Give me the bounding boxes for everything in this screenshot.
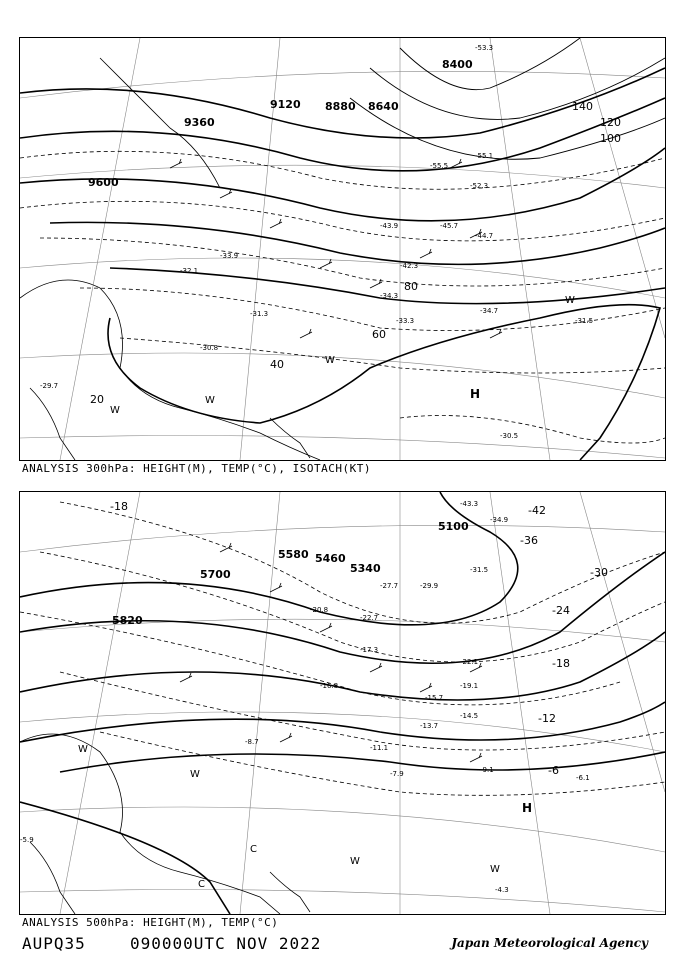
height-labels [88, 58, 473, 189]
svg-text:-32.1: -32.1 [180, 267, 199, 275]
height-label: 5580 [278, 548, 309, 561]
svg-text:-12: -12 [538, 712, 556, 725]
svg-text:-9.1: -9.1 [480, 766, 494, 774]
svg-text:-16.8: -16.8 [320, 682, 339, 690]
svg-text:-52.3: -52.3 [470, 182, 489, 190]
isotach-label: 100 [600, 132, 621, 145]
pressure-centers [522, 801, 532, 815]
isotach-label: 120 [600, 116, 621, 129]
svg-text:W: W [565, 295, 575, 306]
svg-text:W: W [490, 864, 500, 875]
svg-text:-30: -30 [590, 566, 608, 579]
svg-text:-4.3: -4.3 [495, 886, 509, 894]
svg-text:-14.5: -14.5 [460, 712, 479, 720]
svg-text:-20.8: -20.8 [310, 606, 329, 614]
svg-text:-22.7: -22.7 [360, 614, 379, 622]
svg-text:W: W [78, 744, 88, 755]
svg-text:-15.7: -15.7 [425, 694, 444, 702]
svg-text:-27.7: -27.7 [380, 582, 399, 590]
agency-name: Japan Meteorological Agency [451, 936, 648, 950]
height-label: 8400 [442, 58, 473, 71]
height-contours [20, 68, 665, 460]
svg-text:-30.8: -30.8 [200, 344, 219, 352]
svg-text:-18: -18 [110, 500, 128, 513]
svg-text:-31.3: -31.3 [250, 310, 269, 318]
svg-text:-29.7: -29.7 [40, 382, 59, 390]
svg-text:-55.5: -55.5 [430, 162, 449, 170]
svg-text:-8.7: -8.7 [245, 738, 259, 746]
isotach-label: 80 [404, 280, 418, 293]
height-label: 9120 [270, 98, 301, 111]
svg-text:-5.9: -5.9 [20, 836, 34, 844]
isotherms [20, 502, 665, 795]
height-label: 5700 [200, 568, 231, 581]
svg-text:-18: -18 [552, 657, 570, 670]
height-label: 9600 [88, 176, 119, 189]
caption-500hpa: ANALYSIS 500hPa: HEIGHT(M), TEMP(°C) [22, 916, 279, 929]
svg-text:-43.9: -43.9 [380, 222, 399, 230]
svg-text:-17.3: -17.3 [360, 646, 379, 654]
svg-text:-36: -36 [520, 534, 538, 547]
svg-text:-53.3: -53.3 [475, 44, 494, 52]
svg-text:W: W [190, 769, 200, 780]
wind-barbs [170, 159, 502, 338]
map-300hpa-svg [20, 38, 665, 460]
height-label: 5820 [112, 614, 143, 627]
svg-text:C: C [250, 844, 257, 855]
map-panel-300hpa [19, 37, 666, 461]
high-center-label: H [470, 387, 481, 401]
map-panel-500hpa [19, 491, 666, 915]
svg-text:-33.9: -33.9 [220, 252, 239, 260]
map-500hpa-svg [20, 492, 665, 914]
isotherm-labels [110, 500, 608, 777]
height-label: 5100 [438, 520, 469, 533]
height-label: 5460 [315, 552, 346, 565]
svg-text:-34.3: -34.3 [380, 292, 399, 300]
svg-text:-31.5: -31.5 [575, 317, 594, 325]
svg-text:-30.5: -30.5 [500, 432, 519, 440]
isotach-label: 140 [572, 100, 593, 113]
wind-markers [110, 295, 575, 416]
svg-text:-55.1: -55.1 [475, 152, 494, 160]
svg-text:-24: -24 [552, 604, 570, 617]
svg-text:-6: -6 [548, 764, 559, 777]
height-label: 9360 [184, 116, 215, 129]
svg-text:-22.1: -22.1 [460, 658, 479, 666]
svg-text:-43.3: -43.3 [460, 500, 479, 508]
height-labels [112, 520, 469, 627]
svg-text:-44.7: -44.7 [475, 232, 494, 240]
height-label: 8640 [368, 100, 399, 113]
svg-text:W: W [205, 395, 215, 406]
svg-text:W: W [325, 355, 335, 366]
svg-text:-34.9: -34.9 [490, 516, 509, 524]
markers [78, 744, 500, 890]
height-label: 5340 [350, 562, 381, 575]
svg-text:C: C [198, 879, 205, 890]
valid-time: 090000UTC NOV 2022 [130, 934, 322, 953]
coastlines [20, 734, 310, 914]
svg-text:W: W [110, 405, 120, 416]
svg-text:W: W [350, 856, 360, 867]
svg-text:-13.7: -13.7 [420, 722, 439, 730]
isotach-label: 20 [90, 393, 104, 406]
isotach-labels [90, 100, 621, 406]
svg-text:-7.9: -7.9 [390, 770, 404, 778]
bulletin-code: AUPQ35 [22, 934, 86, 953]
svg-text:-11.1: -11.1 [370, 744, 389, 752]
svg-text:-6.1: -6.1 [576, 774, 590, 782]
temperature-samples [40, 44, 593, 440]
high-center-label: H [522, 801, 533, 815]
pressure-centers [470, 387, 480, 401]
svg-text:-42: -42 [528, 504, 546, 517]
isotach-label: 60 [372, 328, 386, 341]
svg-text:-42.3: -42.3 [400, 262, 419, 270]
svg-text:-29.9: -29.9 [420, 582, 439, 590]
svg-text:-33.3: -33.3 [396, 317, 415, 325]
svg-text:-31.5: -31.5 [470, 566, 489, 574]
svg-text:-34.7: -34.7 [480, 307, 499, 315]
svg-text:-19.1: -19.1 [460, 682, 479, 690]
height-label: 8880 [325, 100, 356, 113]
svg-text:-45.7: -45.7 [440, 222, 459, 230]
isotach-label: 40 [270, 358, 284, 371]
caption-300hpa: ANALYSIS 300hPa: HEIGHT(M), TEMP(°C), ISOTACH(KT) [22, 462, 372, 475]
